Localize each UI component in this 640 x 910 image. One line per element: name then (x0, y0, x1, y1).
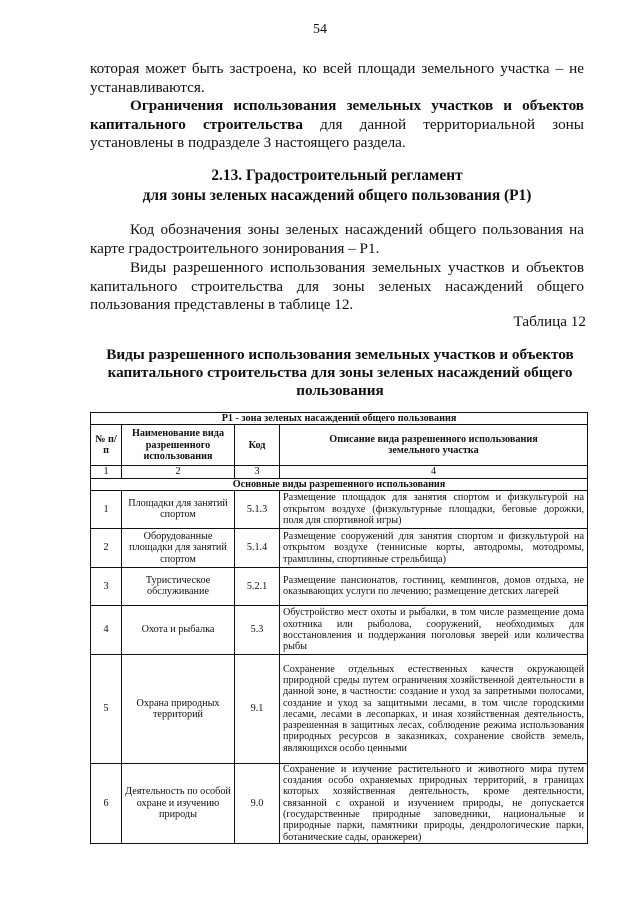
row-num: 4 (91, 605, 122, 654)
section-header-cell: Основные виды разрешенного использования (91, 478, 588, 490)
row-num: 6 (91, 763, 122, 843)
zone-header-cell: Р1 - зона зеленых насаждений общего пользования (91, 413, 588, 425)
restrictions-rest-text: для данной территориальной зоны установлены в подразделе 3 настоящего раздела. (90, 115, 584, 151)
table-row (91, 490, 588, 528)
row-name: Оборудованные площадки для занятий спортом (122, 528, 235, 567)
table-title: Виды разрешенного использования земельных участков и объектов капитального строительства для зоны зеленых насаждений общего пользования (106, 346, 574, 400)
paragraph-setback: которая может быть застроена, ко всей площади земельного участка – не устанавливаются. (90, 60, 584, 96)
table-caption: Таблица 12 (513, 313, 586, 330)
col-number-4: 4 (280, 466, 588, 478)
row-name: Деятельность по особой охране и изучению природы (122, 763, 235, 843)
table-row (91, 528, 588, 567)
header-name: Наименование вида разрешенного использования (122, 425, 235, 466)
row-name: Площадки для занятий спортом (122, 490, 235, 528)
col-number-3: 3 (235, 466, 280, 478)
row-description: Обустройство мест охоты и рыбалки, в том числе размещение дома охотника или рыболова, сооружений, необходимых для восстановления и поддержания поголовья зверей или количества рыбы (280, 605, 588, 654)
paragraph-restrictions (90, 97, 584, 153)
section-title-line2: для зоны зеленых насаждений общего пользования (Р1) (142, 187, 532, 204)
row-code: 9.0 (235, 763, 280, 843)
header-num: № п/п (91, 425, 122, 466)
col-number-2: 2 (122, 466, 235, 478)
row-num: 1 (91, 490, 122, 528)
row-description: Размещение пансионатов, гостиниц, кемпингов, домов отдыха, не оказывающих услуги по лечению; размещение детских лагерей (280, 567, 588, 605)
row-code: 9.1 (235, 654, 280, 763)
section-title-line1: 2.13. Градостроительный регламент (211, 167, 463, 184)
row-num: 5 (91, 654, 122, 763)
page-number: 54 (313, 22, 327, 37)
header-description: Описание вида разрешенного использования земельного участка (280, 425, 588, 466)
row-code: 5.1.4 (235, 528, 280, 567)
section-title (90, 166, 584, 206)
table-row (91, 567, 588, 605)
row-description: Размещение сооружений для занятия спортом и физкультурой на открытом воздухе (теннисные корты, автодромы, мотодромы, трамплины, спортивные стрельбища) (280, 528, 588, 567)
row-name: Туристическое обслуживание (122, 567, 235, 605)
header-code: Код (235, 425, 280, 466)
row-description: Сохранение и изучение растительного и животного мира путем создания особо охраняемых природных территорий, в границах которых хозяйственная деятельность, кроме деятельности, связанной с охраной и изучением природы, не допускается (государственные природные заповедники, национальные и природные парки, памятники природы, дендрологические парки, ботанические сады, оранжереи) (280, 763, 588, 843)
row-code: 5.3 (235, 605, 280, 654)
zone-header-row (91, 413, 588, 425)
permitted-uses-table (90, 412, 588, 844)
col-number-1: 1 (91, 466, 122, 478)
row-code: 5.1.3 (235, 490, 280, 528)
paragraph-zone-code: Код обозначения зоны зеленых насаждений общего пользования на карте градостроительного зонирования – Р1. (90, 221, 584, 257)
column-number-row (91, 466, 588, 478)
restrictions-bold-text: Ограничения использования земельных участков и объектов капитального строительства (90, 97, 584, 133)
table-row (91, 763, 588, 843)
table-row (91, 654, 588, 763)
table-row (91, 605, 588, 654)
row-name: Охрана природных территорий (122, 654, 235, 763)
row-description: Сохранение отдельных естественных качеств окружающей природной среды путем ограничения хозяйственной деятельности в данной зоне, в частности: создание и уход за запретными полосами, создание и уход за защитными лесами, в том числе городскими лесами, лесами в лесопарках, и иная хозяйственная деятельность, разрешенная в защитных лесах, соблюдение режима использования природных ресурсов в заказниках, сохранение свойств земель, являющихся особо ценными (280, 654, 588, 763)
section-header-row (91, 478, 588, 490)
row-name: Охота и рыбалка (122, 605, 235, 654)
row-description: Размещение площадок для занятия спортом и физкультурой на открытом воздухе (физкультурные площадки, беговые дорожки, поля для спортивной игры) (280, 490, 588, 528)
row-num: 2 (91, 528, 122, 567)
paragraph-permitted-uses: Виды разрешенного использования земельных участков и объектов капитального строительства для зоны зеленых насаждений общего пользования представлены в таблице 12. (90, 259, 584, 313)
row-num: 3 (91, 567, 122, 605)
row-code: 5.2.1 (235, 567, 280, 605)
column-header-row (91, 425, 588, 466)
